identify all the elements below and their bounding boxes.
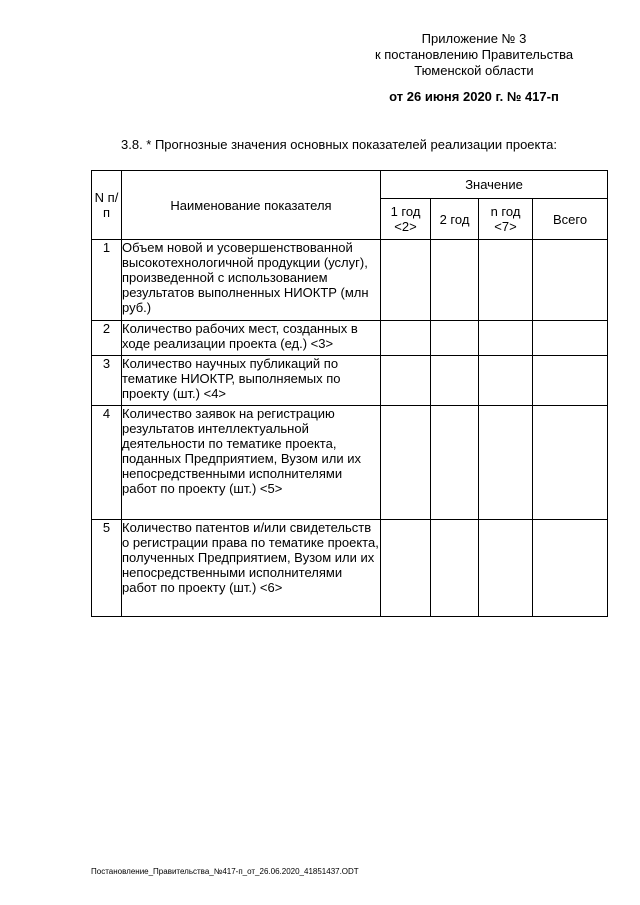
column-header-year-2: 2 год [431,199,479,240]
indicators-table [91,170,608,617]
cell-year-1 [381,240,431,321]
cell-total [533,240,608,321]
section-title: 3.8. * Прогнозные значения основных показателей реализации проекта: [121,137,558,152]
indicator-name: Количество заявок на регистрацию результатов интеллектуальной деятельности по тематике проекта, поданных Предприятием, Вузом или их непосредственными исполнителями работ по проекту (шт.) <5> [122,406,381,520]
column-header-value: Значение [381,171,608,199]
cell-year-n [479,356,533,406]
cell-year-2 [431,240,479,321]
cell-year-2 [431,321,479,356]
cell-total [533,406,608,520]
row-number: 5 [92,520,122,617]
row-number: 2 [92,321,122,356]
cell-year-2 [431,406,479,520]
indicator-name: Количество научных публикаций по тематике НИОКТР, выполняемых по проекту (шт.) <4> [122,356,381,406]
table-row [92,240,608,321]
column-header-name: Наименование показателя [122,171,381,240]
indicator-name: Количество патентов и/или свидетельств о регистрации права по тематике проекта, полученных Предприятием, Вузом или их непосредственными исполнителями работ по проекту (шт.) <6> [122,520,381,617]
column-header-year-1 [381,199,431,240]
column-header-number-label: N п/п [94,190,119,220]
column-header-total: Всего [533,199,608,240]
resolution-reference: к постановлению Правительства [374,47,574,62]
cell-year-n [479,520,533,617]
indicator-name: Объем новой и усовершенствованной высокотехнологичной продукции (услуг), произведенной с использованием результатов выполненных НИОКТР (млн руб.) [122,240,381,321]
cell-year-n [479,321,533,356]
cell-year-n [479,240,533,321]
cell-year-2 [431,520,479,617]
cell-year-1 [381,520,431,617]
row-number: 4 [92,406,122,520]
column-header-year-n-label: n год <7> [490,204,521,234]
cell-year-n [479,406,533,520]
table-row [92,520,608,617]
column-header-year-1-label: 1 год <2> [390,204,421,234]
cell-year-1 [381,356,431,406]
column-header-number [92,171,122,240]
cell-total [533,321,608,356]
row-number: 3 [92,356,122,406]
cell-total [533,520,608,617]
region-name: Тюменской области [414,63,534,78]
cell-year-1 [381,406,431,520]
table-row [92,356,608,406]
appendix-label: Приложение № 3 [421,31,527,46]
column-header-year-n [479,199,533,240]
table-row [92,406,608,520]
resolution-date-number: от 26 июня 2020 г. № 417-п [389,89,559,104]
table-row [92,321,608,356]
cell-year-2 [431,356,479,406]
document-footer-filename: Постановление_Правительства_№417-п_от_26.06.2020_41851437.ODT [91,867,359,876]
row-number: 1 [92,240,122,321]
document-header [354,31,594,105]
indicator-name: Количество рабочих мест, созданных в ходе реализации проекта (ед.) <3> [122,321,381,356]
cell-year-1 [381,321,431,356]
cell-total [533,356,608,406]
